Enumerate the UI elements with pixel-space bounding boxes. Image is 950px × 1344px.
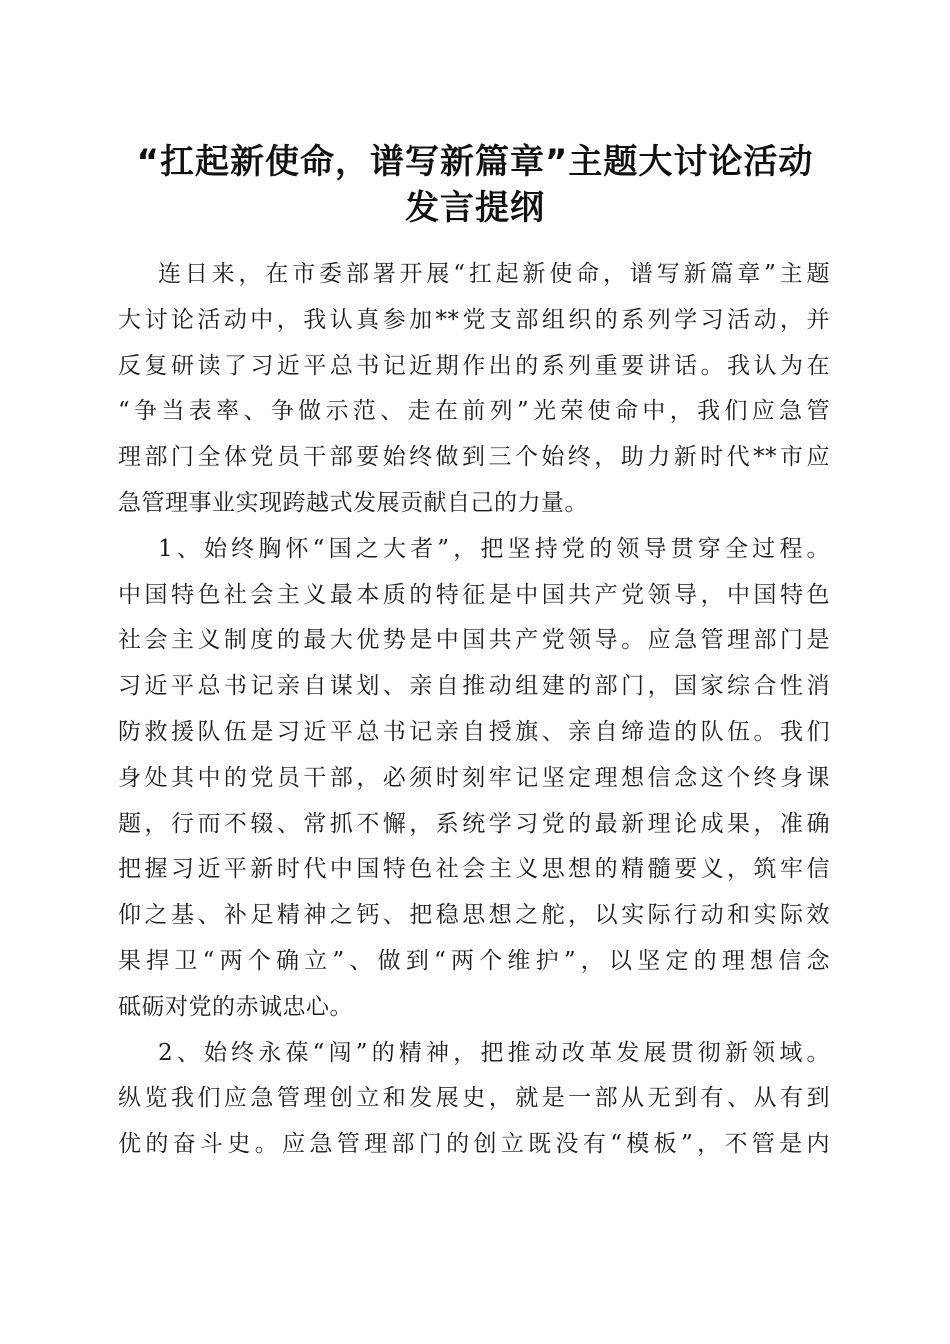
body-line: 果捍卫“两个确立”、做到“两个维护”，以坚定的理想信念 — [118, 947, 830, 974]
document-body — [118, 252, 830, 1168]
body-line: 纵览我们应急管理创立和发展史，就是一部从无到有、从有到 — [118, 1085, 830, 1112]
body-line: 社会主义制度的最大优势是中国共产党领导。应急管理部门是 — [118, 627, 830, 654]
section-heading-1: 1、始终胸怀“国之大者”，把坚持党的领导贯穿全过程。 — [158, 535, 830, 562]
body-line: 把握习近平新时代中国特色社会主义思想的精髓要义，筑牢信 — [118, 856, 830, 883]
body-line: 题，行而不辍、常抓不懈，系统学习党的最新理论成果，准确 — [118, 810, 830, 837]
body-line: 大讨论活动中，我认真参加**党支部组织的系列学习活动，并 — [118, 306, 830, 333]
body-line: 中国特色社会主义最本质的特征是中国共产党领导，中国特色 — [118, 581, 830, 608]
body-line: 仰之基、补足精神之钙、把稳思想之舵，以实际行动和实际效 — [118, 902, 830, 929]
document-title-line-1: “扛起新使命，谱写新篇章”主题大讨论活动 — [136, 142, 814, 182]
body-line: 防救援队伍是习近平总书记亲自授旗、亲自缔造的队伍。我们 — [118, 718, 830, 745]
body-line: 反复研读了习近平总书记近期作出的系列重要讲话。我认为在 — [118, 352, 830, 379]
body-line: “争当表率、争做示范、走在前列”光荣使命中，我们应急管 — [118, 398, 830, 425]
body-line: 优的奋斗史。应急管理部门的创立既没有“模板”，不管是内 — [118, 1131, 830, 1158]
section-heading-2: 2、始终永葆“闯”的精神，把推动改革发展贯彻新领域。 — [158, 1039, 830, 1066]
body-line: 连日来，在市委部署开展“扛起新使命，谱写新篇章”主题 — [158, 261, 830, 287]
body-line: 急管理事业实现跨越式发展贡献自己的力量。 — [118, 489, 588, 516]
body-line: 身处其中的党员干部，必须时刻牢记坚定理想信念这个终身课 — [118, 764, 830, 791]
body-line: 习近平总书记亲自谋划、亲自推动组建的部门，国家综合性消 — [118, 673, 830, 700]
body-line: 理部门全体党员干部要始终做到三个始终，助力新时代**市应 — [118, 444, 830, 471]
body-line: 砥砺对党的赤诚忠心。 — [118, 993, 353, 1020]
document-title-line-2: 发言提纲 — [405, 188, 545, 228]
